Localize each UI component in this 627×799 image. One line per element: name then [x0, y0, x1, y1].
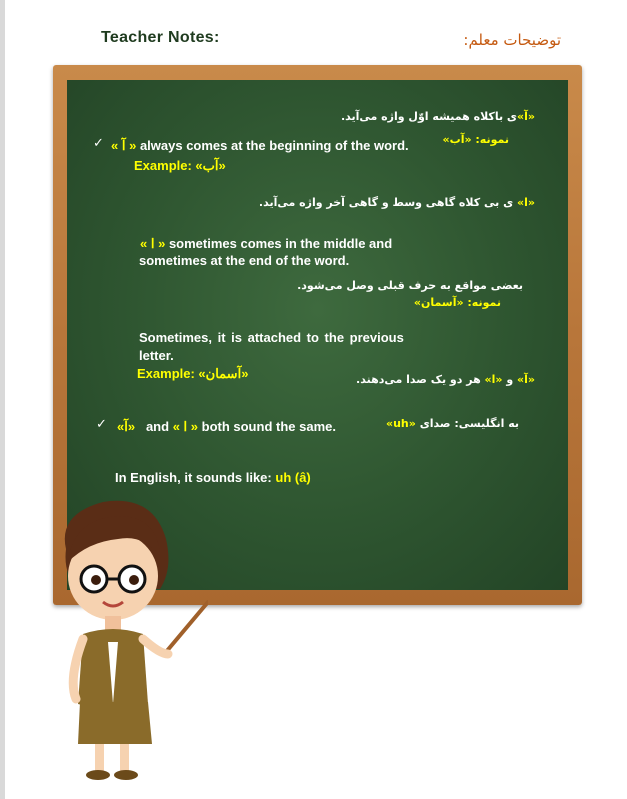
fa-rule-3: بعضی مواقع به حرف قبلی وصل می‌شود. — [297, 279, 523, 292]
fa-example-1: نمونه: «آب» — [442, 133, 509, 146]
en-rule-2: « ا » sometimes comes in the middle and — [140, 236, 393, 251]
fa-rule-2: «ا» ی بی کلاه گاهی وسط و گاهی آخر واژه می‌آید. — [258, 196, 535, 209]
en-rule-2-cont: sometimes at the end of the word. — [139, 253, 350, 268]
check-icon: ✓ — [96, 417, 107, 432]
fa-rule-1: «آ»ی باکلاه همیشه اوّل واژه می‌آید. — [340, 110, 535, 123]
fa-rule-5: به انگلیسی: صدای «uh» — [385, 417, 519, 430]
check-icon: ✓ — [93, 136, 104, 151]
teacher-illustration — [48, 494, 208, 784]
pointer-stick — [166, 602, 208, 652]
shoe — [86, 770, 110, 780]
en-rule-4: «آ» and « ا » both sound the same. — [117, 419, 336, 434]
en-example-2: Example: «آسمان» — [137, 366, 249, 381]
en-rule-3: Sometimes, it is attached to the previous — [139, 330, 404, 345]
page-edge — [0, 0, 5, 799]
skirt — [78, 702, 152, 744]
fa-example-2: نمونه: «آسمان» — [413, 296, 501, 309]
en-rule-5: In English, it sounds like: uh (â) — [115, 470, 311, 485]
en-example-1: Example: «آب» — [134, 158, 226, 173]
en-rule-3-cont: letter. — [139, 348, 174, 363]
fa-rule-4: «آ» و «ا» هر دو یک صدا می‌دهند. — [356, 373, 535, 386]
teacher-notes-title-fa: توضیحات معلم: — [463, 31, 561, 49]
teacher-notes-title: Teacher Notes: — [101, 29, 220, 46]
en-rule-1: « آ » always comes at the beginning of the word. — [111, 138, 409, 153]
